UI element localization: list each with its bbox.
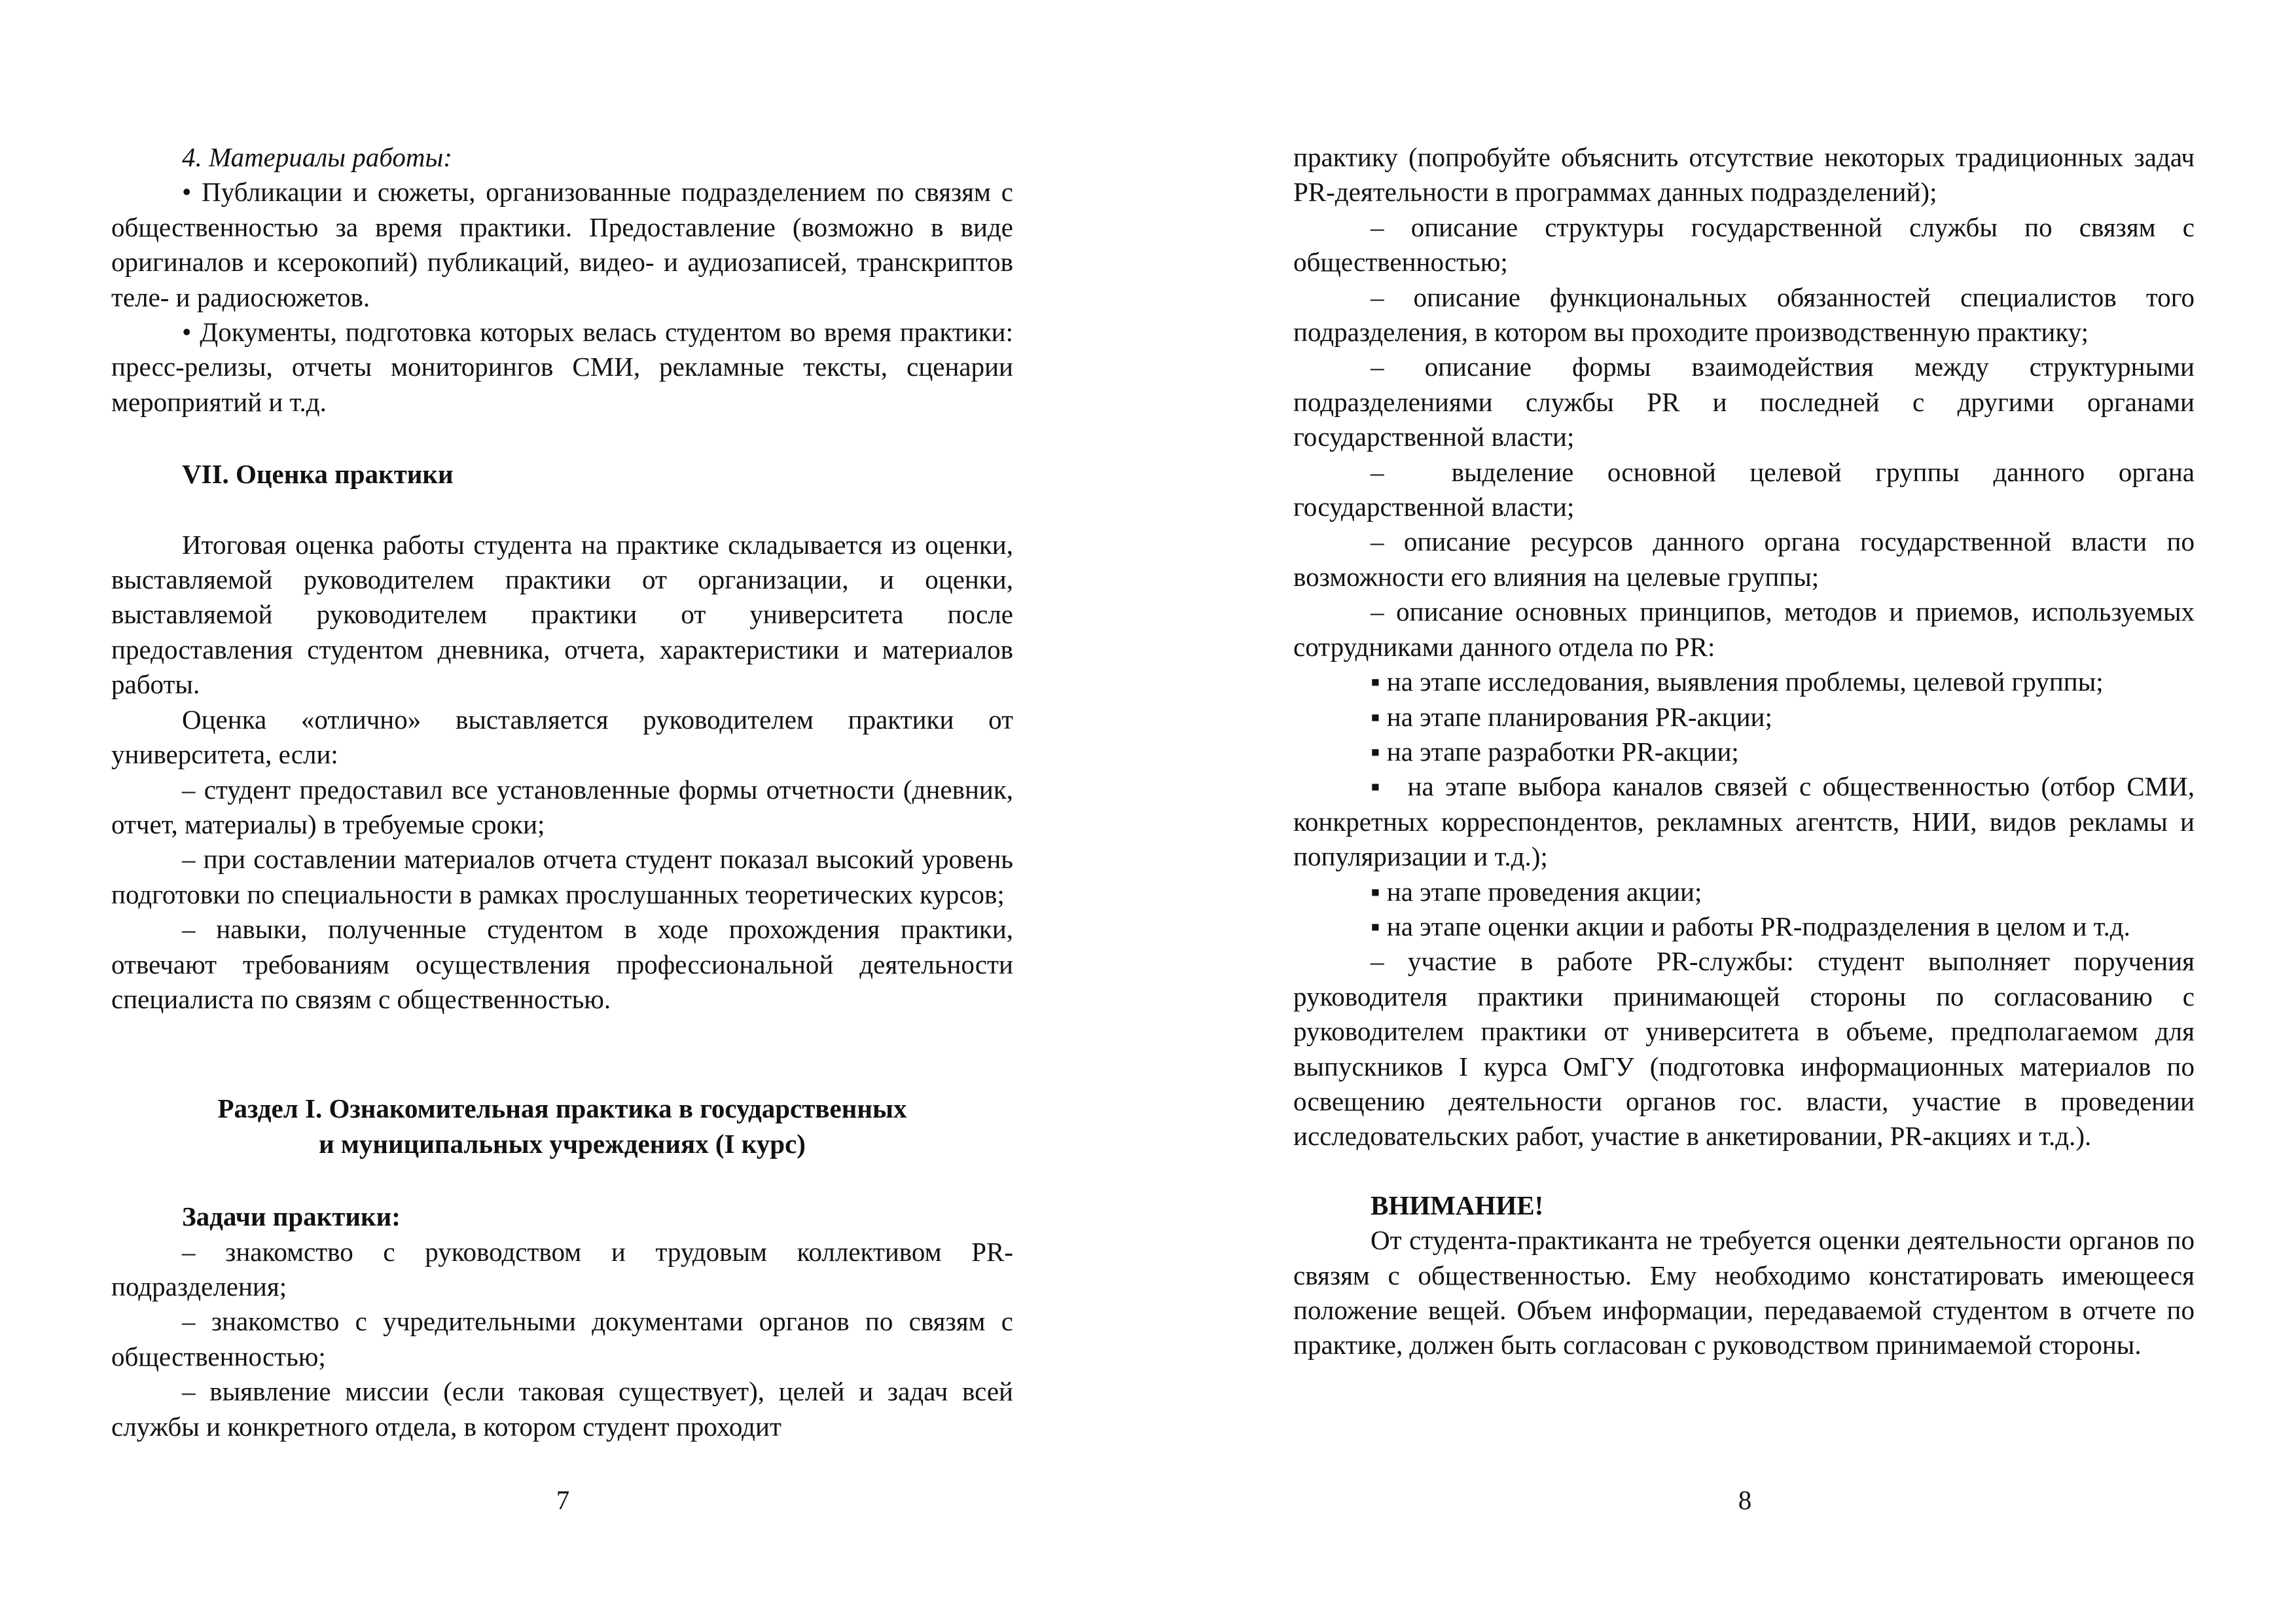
part-heading-line: Раздел I. Ознакомительная практика в государственных <box>217 1093 907 1124</box>
continued-paragraph: практику (попробуйте объяснить отсутствие некоторых традиционных задач PR-деятельности в программах данных подразделений); <box>1293 142 2195 208</box>
participation-paragraph: – участие в работе PR-службы: студент выполняет поручения руководителя практики принимающей стороны по согласованию с руководителем практики от университета в объеме, предполагаемом для выпускников I курса ОмГУ (подготовка информационных материалов по освещению деятельности органов гос. власти, участие в проведении исследовательских работ, участие в анкетировании, PR-акциях и т.д.). <box>1293 944 2195 1154</box>
task-item: – описание основных принципов, методов и приемов, используемых сотрудниками данного отдела по PR: <box>1293 594 2195 665</box>
task-item: – описание ресурсов данного органа государственной власти по возможности его влияния на целевые группы; <box>1293 524 2195 594</box>
evaluation-paragraph: Оценка «отлично» выставляется руководителем практики от университета, если: <box>111 704 1013 770</box>
task-item: – знакомство с учредительными документами органов по связям с общественностью; <box>111 1304 1013 1374</box>
attention-heading: ВНИМАНИЕ! <box>1371 1190 1544 1220</box>
task-item: – знакомство с руководством и трудовым коллективом PR-подразделения; <box>111 1235 1013 1305</box>
materials-item: • Документы, подготовка которых велась студентом во время практики: пресс-релизы, отчеты мониторингов СМИ, рекламные тексты, сценарии мероприятий и т.д. <box>111 315 1013 420</box>
right-page-text <box>1293 140 2195 1363</box>
part-heading <box>111 1091 1013 1161</box>
right-page <box>1148 0 2296 1623</box>
section-heading-evaluation: VII. Оценка практики <box>182 459 454 490</box>
stage-item: ▪ на этапе проведения акции; <box>1293 875 2195 909</box>
task-item: – выделение основной целевой группы данного органа государственной власти; <box>1293 455 2195 525</box>
page-number: 8 <box>1738 1485 1752 1515</box>
evaluation-condition: – навыки, полученные студентом в ходе прохождения практики, отвечают требованиям осуществления профессиональной деятельности специалиста по связям с общественностью. <box>111 912 1013 1017</box>
stage-item: ▪ на этапе выбора каналов связей с общественностью (отбор СМИ, конкретных корреспондентов, рекламных агентств, НИИ, видов рекламы и популяризации и т.д.); <box>1293 769 2195 874</box>
evaluation-condition: – при составлении материалов отчета студент показал высокий уровень подготовки по специальности в рамках прослушанных теоретических курсов; <box>111 842 1013 912</box>
stage-item: ▪ на этапе разработки PR-акции; <box>1293 735 2195 769</box>
materials-heading: 4. Материалы работы: <box>182 142 452 172</box>
page-number: 7 <box>556 1485 570 1515</box>
task-item: – выявление миссии (если таковая существует), целей и задач всей службы и конкретного отдела, в котором студент проходит <box>111 1374 1013 1444</box>
tasks-heading: Задачи практики: <box>182 1201 401 1232</box>
stage-item: ▪ на этапе оценки акции и работы PR-подразделения в целом и т.д. <box>1293 909 2195 944</box>
evaluation-condition: – студент предоставил все установленные формы отчетности (дневник, отчет, материалы) в требуемые сроки; <box>111 773 1013 843</box>
task-item: – описание структуры государственной службы по связям с общественностью; <box>1293 210 2195 280</box>
stage-item: ▪ на этапе исследования, выявления проблемы, целевой группы; <box>1293 665 2195 699</box>
left-page-text <box>111 140 1013 1444</box>
evaluation-paragraph: Итоговая оценка работы студента на практике складывается из оценки, выставляемой руководителем практики от организации, и оценки, выставляемой руководителем практики от университета после предоставления студентом дневника, отчета, характеристики и материалов работы. <box>111 529 1013 700</box>
task-item: – описание функциональных обязанностей специалистов того подразделения, в котором вы проходите производственную практику; <box>1293 280 2195 350</box>
stage-item: ▪ на этапе планирования PR-акции; <box>1293 700 2195 735</box>
task-item: – описание формы взаимодействия между структурными подразделениями службы PR и последней с другими органами государственной власти; <box>1293 350 2195 454</box>
attention-paragraph: От студента-практиканта не требуется оценки деятельности органов по связям с общественностью. Ему необходимо констатировать имеющееся положение вещей. Объем информации, передаваемой студентом в отчете по практике, должен быть согласован с руководством принимаемой стороны. <box>1293 1225 2195 1360</box>
materials-item: • Публикации и сюжеты, организованные подразделением по связям с общественностью за время практики. Предоставление (возможно в виде оригиналов и ксерокопий) публикаций, видео- и аудиозаписей, транскриптов теле- и радиосюжетов. <box>111 175 1013 315</box>
part-heading-line: и муниципальных учреждениях (I курс) <box>319 1128 806 1159</box>
